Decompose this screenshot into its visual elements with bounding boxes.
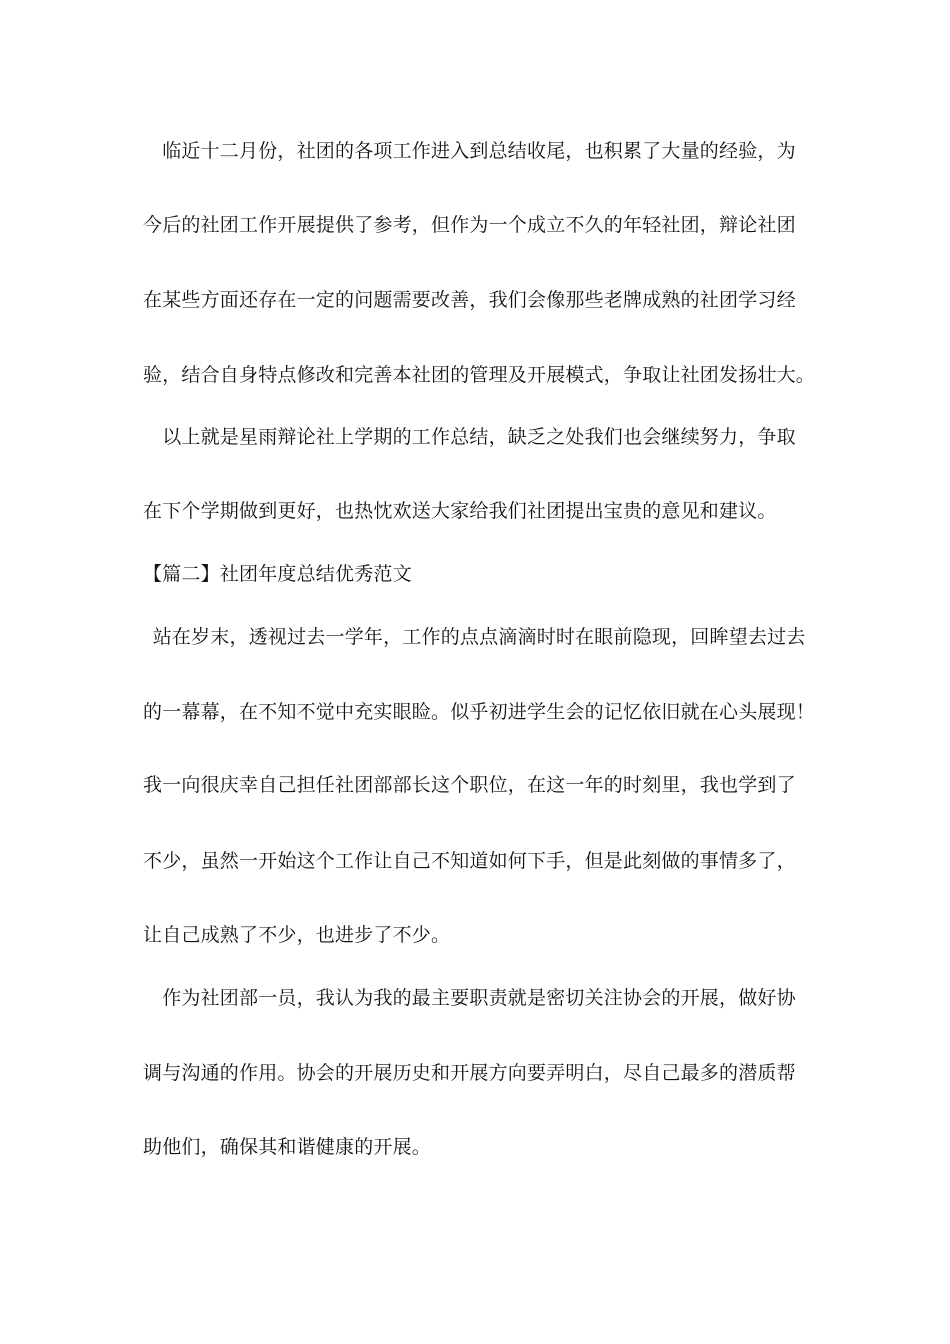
text-line: 站在岁末，透视过去一学年，工作的点点滴滴时时在眼前隐现，回眸望去过去 <box>143 626 806 648</box>
section-heading: 【篇二】社团年度总结优秀范文 <box>143 563 412 585</box>
text-line: 不少，虽然一开始这个工作让自己不知道如何下手，但是此刻做的事情多了， <box>143 850 796 872</box>
text-line: 验，结合自身特点修改和完善本社团的管理及开展模式，争取让社团发扬壮大。 <box>143 364 816 386</box>
text-line: 让自己成熟了不少，也进步了不少。 <box>143 924 451 946</box>
text-line: 临近十二月份，社团的各项工作进入到总结收尾，也积累了大量的经验，为 <box>143 140 796 162</box>
text-line: 调与沟通的作用。协会的开展历史和开展方向要弄明白，尽自己最多的潜质帮 <box>143 1062 796 1084</box>
text-line: 助他们，确保其和谐健康的开展。 <box>143 1136 432 1158</box>
text-line: 今后的社团工作开展提供了参考，但作为一个成立不久的年轻社团，辩论社团 <box>143 214 796 236</box>
text-line: 我一向很庆幸自己担任社团部部长这个职位，在这一年的时刻里，我也学到了 <box>143 774 796 796</box>
text-line: 在某些方面还存在一定的问题需要改善，我们会像那些老牌成熟的社团学习经 <box>143 289 796 311</box>
text-line: 以上就是星雨辩论社上学期的工作总结，缺乏之处我们也会继续努力，争取 <box>143 426 796 448</box>
text-line: 作为社团部一员，我认为我的最主要职责就是密切关注协会的开展，做好协 <box>143 987 796 1009</box>
text-line: 在下个学期做到更好，也热忱欢送大家给我们社团提出宝贵的意见和建议。 <box>143 500 777 522</box>
text-line: 的一幕幕，在不知不觉中充实眼睑。似乎初进学生会的记忆依旧就在心头展现！ <box>143 701 816 723</box>
